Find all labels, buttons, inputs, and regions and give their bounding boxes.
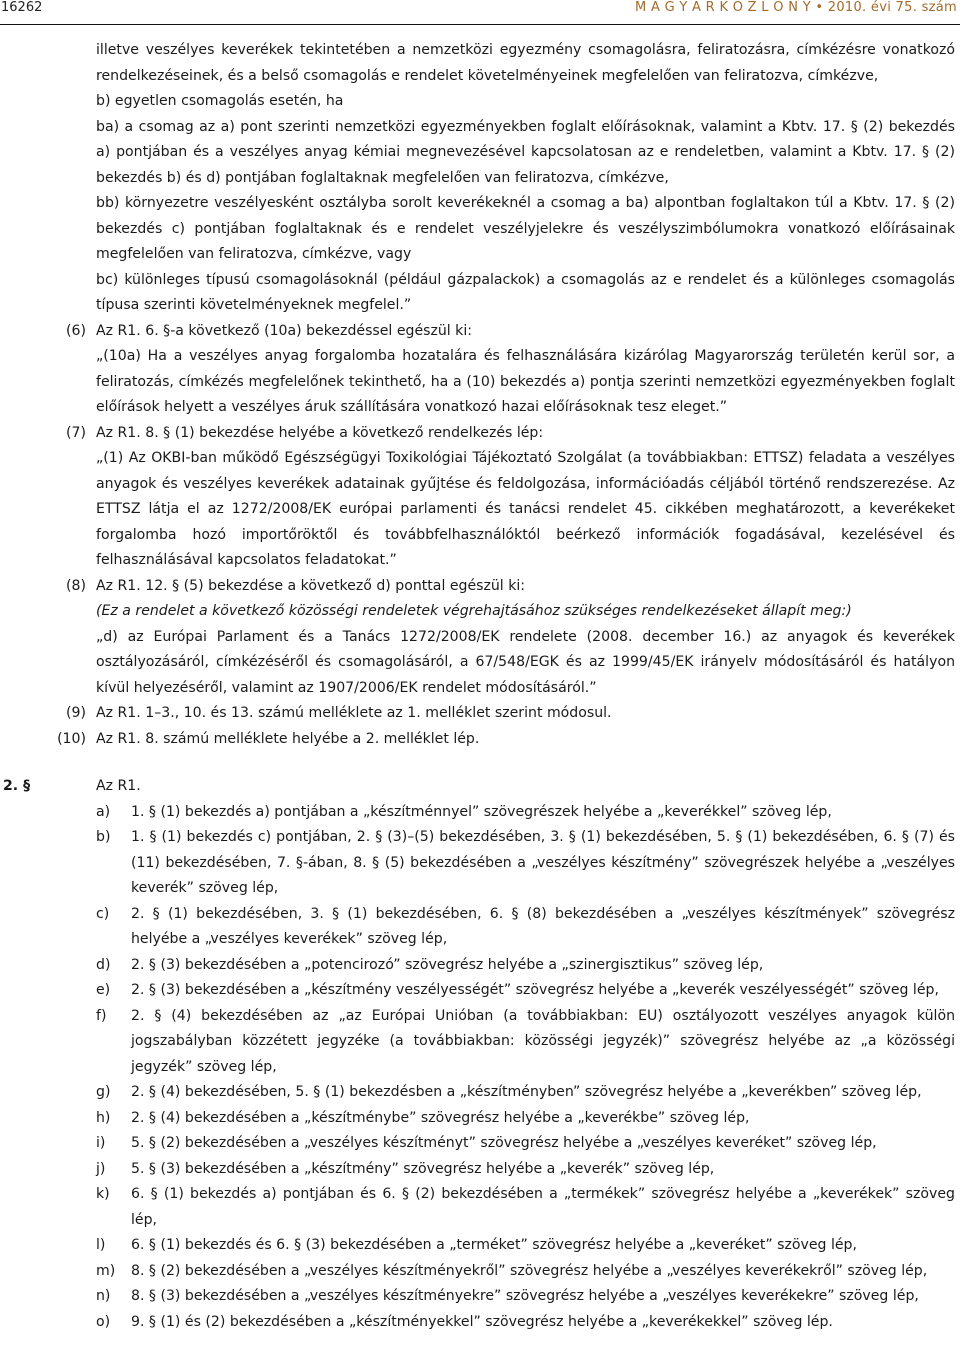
list-text: 9. § (1) és (2) bekezdésében a „készítményekkel” szövegrész helyébe a „keverékekkel” szöveg lép. [131, 1313, 833, 1330]
item-text: Az R1. 8. számú melléklete helyébe a 2. melléklet lép. [96, 730, 480, 747]
item-text: „(1) Az OKBI-ban működő Egészségügyi Toxikológiai Tájékoztató Szolgálat (a továbbiakban: ETTSZ) feladata a veszélyes anyagok és veszélyes keverékek adatainak gyűjtése és feldolgozása, információadás céljából történő rendszerezése. Az ETTSZ látja el az 1272/2008/EK európai parlamenti és tanácsi rendelet 45. cikkében meghatározott, a keverékeket forgalomba hozó importőröktől és továbbfelhasználóktól beérkező információk fogadásával, kezelésével és felhasználásával kapcsolatos feladatokat.” [96, 450, 955, 568]
list-letter: h) [96, 1109, 111, 1126]
numbered-item [66, 319, 955, 421]
list-item [96, 825, 955, 902]
list-text: 2. § (4) bekezdésében, 5. § (1) bekezdésben a „készítményben” szövegrész helyébe a „keverékben” szöveg lép, [131, 1084, 922, 1100]
list-text: 1. § (1) bekezdés c) pontjában, 2. § (3)–(5) bekezdésében, 3. § (1) bekezdésében, 5. § (1) bekezdésében, 6. § (7) és (11) bekezdésében, 7. §-ában, 8. § (5) bekezdésében a „veszélyes készítmény” szövegrészek helyébe a „veszélyes keverék” szöveg lép, [131, 829, 955, 896]
list-letter: o) [96, 1313, 111, 1330]
list-item [96, 1080, 955, 1106]
list-letter: l) [96, 1237, 106, 1253]
numbered-item [66, 574, 955, 702]
list-letter: b) [96, 829, 111, 845]
item-text: Az R1. 12. § (5) bekezdése a következő d) ponttal egészül ki: [96, 577, 526, 594]
item-text: Az R1. 8. § (1) bekezdése helyébe a következő rendelkezés lép: [96, 424, 544, 441]
numbered-item [66, 421, 955, 574]
item-number: (7) [66, 424, 86, 441]
list-letter: k) [96, 1186, 110, 1202]
list-letter: m) [96, 1262, 116, 1279]
section-title: Az R1. [96, 778, 141, 794]
list-text: 2. § (1) bekezdésében, 3. § (1) bekezdésében, 6. § (8) bekezdésében a „veszélyes készítmények” szövegrész helyébe a „veszélyes keverékek” szöveg lép, [131, 905, 955, 947]
list-item [96, 1284, 955, 1310]
paragraph: ba) a csomag az a) pont szerinti nemzetközi egyezményekben foglalt előírásoknak, valamint a Kbtv. 17. § (2) bekezdés a) pontjában és a veszélyes anyag kémiai megnevezésével kapcsolatosan az e rendeletben, valamint a Kbtv. 17. § (2) bekezdés b) és d) pontjában foglaltaknak megfelelően van feliratozva, címkézve, [96, 118, 955, 186]
list-letter: g) [96, 1084, 111, 1100]
item-text: „(10a) Ha a veszélyes anyag forgalomba hozatalára és felhasználására kizárólag Magyarország területén kerül sor, a feliratozás, címkézés megfelelőnek tekinthető, ha a (10) bekezdés a) pontja szerinti nemzetközi egyezményekben foglalt előírások helyett a veszélyes áruk szállítására vonatkozó hazai előírásoknak tesz eleget.” [96, 348, 955, 415]
list-item [96, 1004, 955, 1081]
item-number: (9) [66, 705, 86, 721]
list-text: 2. § (4) bekezdésében a „készítménybe” szövegrész helyébe a „keverékbe” szöveg lép, [131, 1109, 750, 1126]
list-letter: n) [96, 1288, 111, 1304]
section-heading [3, 774, 955, 800]
journal-title: M A G Y A R K Ö Z L Ö N Y • 2010. évi 75. szám [635, 0, 957, 15]
list-item [96, 1233, 955, 1259]
list-item [96, 978, 955, 1004]
paragraph: bb) környezetre veszélyesként osztályba sorolt keverékeknél a csomag a ba) alpontban foglaltakon túl a Kbtv. 17. § (2) bekezdés c) pontjában foglaltaknak és e rendelet veszélyjelekre és veszélyszimbólumokra vonatkozó előírásainak megfelelően van feliratozva, címkézve, vagy [96, 195, 955, 262]
list-letter: c) [96, 905, 110, 922]
list-letter: d) [96, 956, 111, 973]
list-text: 8. § (2) bekezdésében a „veszélyes készítményekről” szövegrész helyébe a „veszélyes keverékekről” szöveg lép, [131, 1262, 928, 1279]
list-letter: a) [96, 803, 111, 820]
item-text: Az R1. 1–3., 10. és 13. számú melléklete az 1. melléklet szerint módosul. [96, 705, 612, 721]
list-text: 6. § (1) bekezdés és 6. § (3) bekezdésében a „terméket” szövegrész helyébe a „keveréket” szöveg lép, [131, 1237, 857, 1253]
document-body [0, 38, 960, 1335]
list-item [96, 1157, 955, 1183]
item-number: (8) [66, 577, 86, 594]
numbered-item [57, 727, 955, 753]
list-item [96, 1310, 955, 1336]
list-item [96, 800, 955, 826]
page-header [0, 0, 960, 25]
list-text: 8. § (3) bekezdésében a „veszélyes készítményekre” szövegrész helyébe a „veszélyes keverékekre” szöveg lép, [131, 1288, 919, 1304]
list-letter: j) [96, 1160, 106, 1177]
list-item [96, 1106, 955, 1132]
list-letter: f) [96, 1007, 107, 1024]
item-number: (6) [66, 322, 86, 339]
page-number: 16262 [1, 0, 43, 15]
item-number: (10) [57, 730, 86, 747]
list-text: 5. § (2) bekezdésében a „veszélyes készítményt” szövegrész helyébe a „veszélyes keveréket” szöveg lép, [131, 1135, 877, 1151]
paragraph: bc) különleges típusú csomagolásoknál (például gázpalackok) a csomagolás az e rendelet és a különleges csomagolás típusa szerinti követelményeknek megfelel.” [96, 271, 955, 313]
list-text: 2. § (3) bekezdésében a „potencirozó” szövegrész helyébe a „szinergisztikus” szöveg lép, [131, 956, 764, 973]
item-text: Az R1. 6. §-a következő (10a) bekezdéssel egészül ki: [96, 322, 473, 339]
section-number: 2. § [3, 778, 31, 794]
list-item [96, 1259, 955, 1285]
numbered-item [66, 701, 955, 727]
list-text: 2. § (3) bekezdésében a „készítmény veszélyességét” szövegrész helyébe a „keverék veszélyességét” szöveg lép, [131, 982, 939, 998]
item-text-italic: (Ez a rendelet a következő közösségi rendeletek végrehajtásához szükséges rendelkezéseket állapít meg:) [96, 603, 852, 619]
list-item [96, 1131, 955, 1157]
list-letter: e) [96, 982, 111, 998]
list-letter: i) [96, 1135, 106, 1151]
list-text: 1. § (1) bekezdés a) pontjában a „készítménnyel” szövegrészek helyébe a „keverékkel” szöveg lép, [131, 803, 832, 820]
paragraph: illetve veszélyes keverékek tekintetében a nemzetközi egyezmény csomagolásra, feliratozásra, címkézésre vonatkozó rendelkezéseinek, és a belső csomagolás e rendelet követelményeinek megfelelően van feliratozva, címkézve, [96, 42, 955, 84]
item-text: „d) az Európai Parlament és a Tanács 1272/2008/EK rendelete (2008. december 16.) az anyagok és keverékek osztályozásáról, címkézéséről és csomagolásáról, a 67/548/EGK és az 1999/45/EK irányelv módosításáról és hatályon kívül helyezéséről, valamint az 1907/2006/EK rendelet módosításáról.” [96, 628, 955, 696]
paragraph: b) egyetlen csomagolás esetén, ha [96, 93, 344, 109]
list-item [96, 953, 955, 979]
list-item [96, 902, 955, 953]
list-item [96, 1182, 955, 1233]
list-text: 2. § (4) bekezdésében az „az Európai Unióban (a továbbiakban: EU) osztályozott veszélyes anyagok külön jogszabályban közzétett jegyzéke (a továbbiakban: közösségi jegyzék)” szövegrész helyébe az „a közösségi jegyzék” szöveg lép, [131, 1007, 955, 1075]
list-text: 6. § (1) bekezdés a) pontjában és 6. § (2) bekezdésében a „termékek” szövegrész helyébe a „keverékek” szöveg lép, [131, 1186, 955, 1228]
list-text: 5. § (3) bekezdésében a „készítmény” szövegrész helyébe a „keverék” szöveg lép, [131, 1160, 715, 1177]
